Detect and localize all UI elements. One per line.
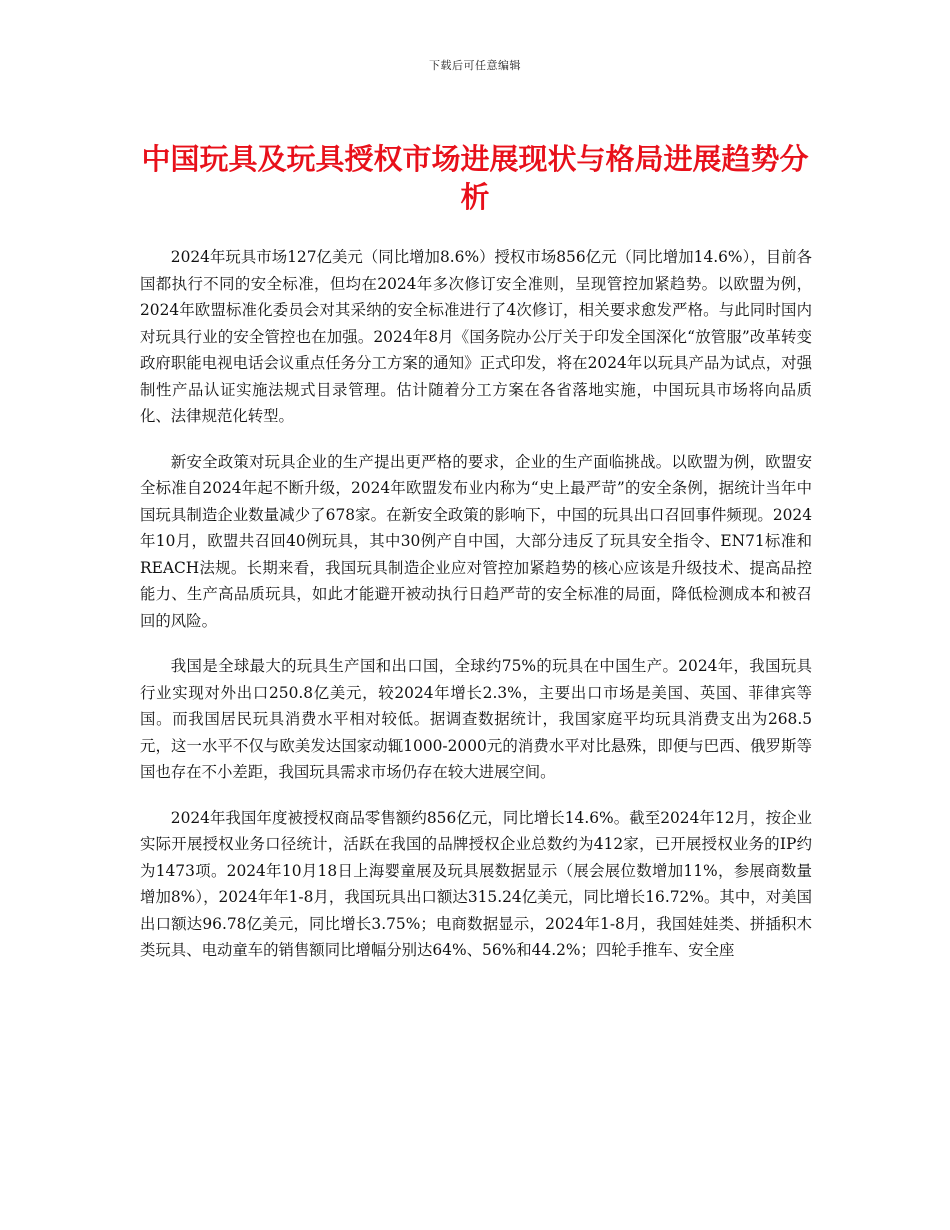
paragraph-2: 新安全政策对玩具企业的生产提出更严格的要求，企业的生产面临挑战。以欧盟为例，欧盟安全标准自2024年起不断升级，2024年欧盟发布业内称为“史上最严苛”的安全条例，据统计当年中国玩具制造企业数量减少了678家。在新安全政策的影响下，中国的玩具出口召回事件频现。2024年10月，欧盟共召回40例玩具，其中30例产自中国，大部分违反了玩具安全指令、EN71标准和REACH法规。长期来看，我国玩具制造企业应对管控加紧趋势的核心应该是升级技术、提高品控能力、生产高品质玩具，如此才能避开被动执行日趋严苛的安全标准的局面，降低检测成本和被召回的风险。 (140, 452, 812, 630)
paragraph-4: 2024年我国年度被授权商品零售额约856亿元，同比增长14.6%。截至2024年12月，按企业实际开展授权业务口径统计，活跃在我国的品牌授权企业总数约为412家，已开展授权业务的IP约为1473项。2024年10月18日上海婴童展及玩具展数据显示（展会展位数增加11%，参展商数量增加8%），2024年年1-8月，我国玩具出口额达315.24亿美元，同比增长16.72%。其中，对美国出口额达96.78亿美元，同比增长3.75%；电商数据显示，2024年1-8月，我国娃娃类、拼插积木类玩具、电动童车的销售额同比增幅分别达64%、56%和44.2%；四轮手推车、安全座 (140, 808, 812, 959)
paragraph-1: 2024年玩具市场127亿美元（同比增加8.6%）授权市场856亿元（同比增加14.6%），目前各国都执行不同的安全标准，但均在2024年多次修订安全准则，呈现管控加紧趋势。以欧盟为例，2024年欧盟标准化委员会对其采纳的安全标准进行了4次修订，相关要求愈发严格。与此同时国内对玩具行业的安全管控也在加强。2024年8月《国务院办公厅关于印发全国深化“放管服”改革转变政府职能电视电话会议重点任务分工方案的通知》正式印发，将在2024年以玩具产品为试点，对强制性产品认证实施法规式目录管理。估计随着分工方案在各省落地实施，中国玩具市场将向品质化、法律规范化转型。 (140, 248, 812, 425)
document-body (140, 244, 812, 983)
header-note: 下载后可任意编辑 (429, 59, 521, 72)
paragraph-3: 我国是全球最大的玩具生产国和出口国，全球约75%的玩具在中国生产。2024年，我国玩具行业实现对外出口250.8亿美元，较2024年增长2.3%，主要出口市场是美国、英国、菲律宾等国。而我国居民玩具消费水平相对较低。据调查数据统计，我国家庭平均玩具消费支出为268.5元，这一水平不仅与欧美发达国家动辄1000-2000元的消费水平对比悬殊，即便与巴西、俄罗斯等国也存在不小差距，我国玩具需求市场仍存在较大进展空间。 (140, 657, 812, 781)
document-title: 中国玩具及玩具授权市场进展现状与格局进展趋势分析 (141, 142, 809, 214)
